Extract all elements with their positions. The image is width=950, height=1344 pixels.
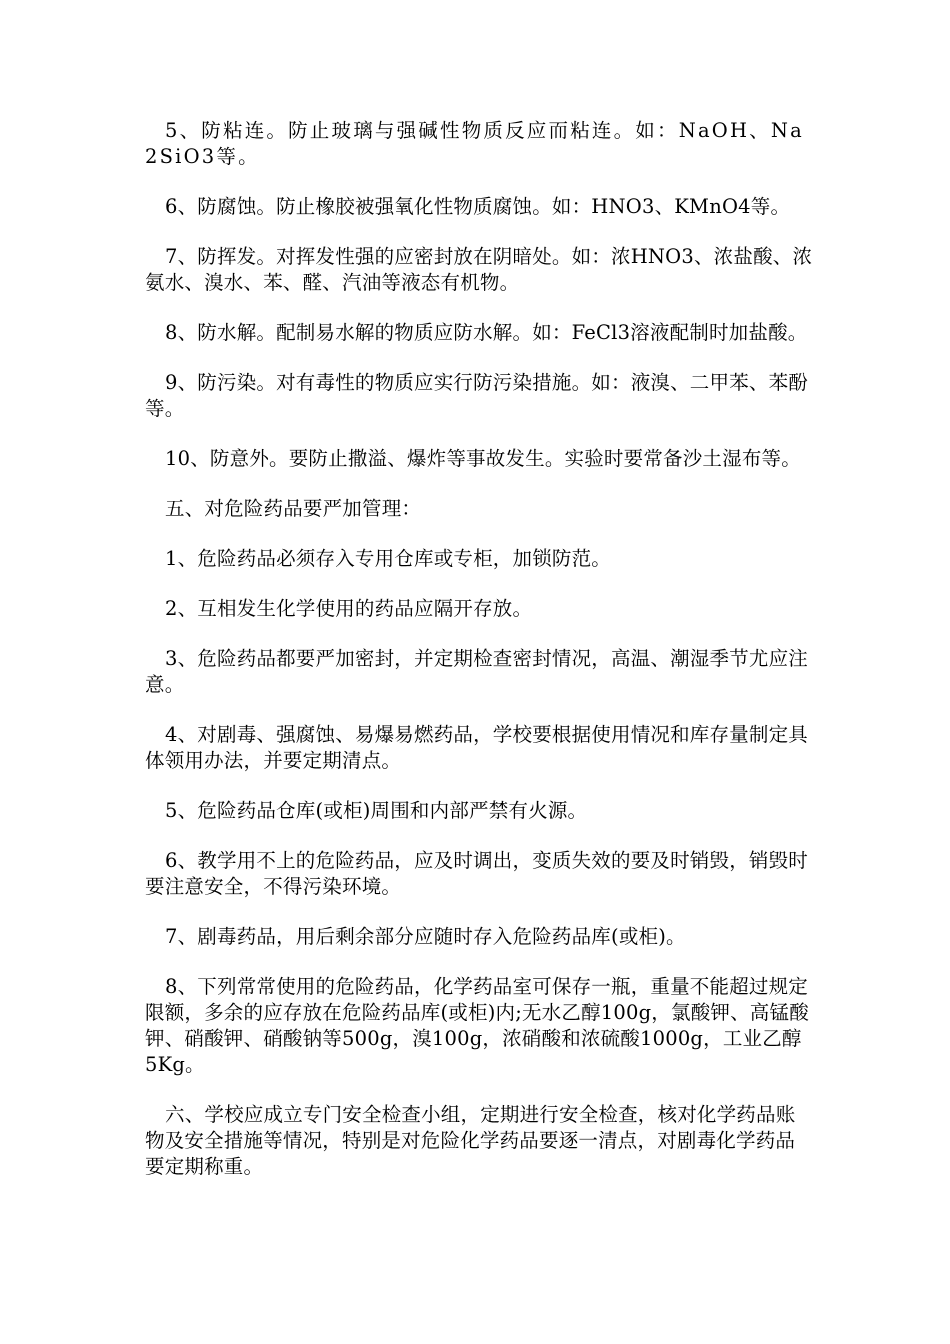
paragraph-9: 2、互相发生化学使用的药品应隔开存放。 [165,597,533,620]
paragraph-14: 7、剧毒药品，用后剩余部分应随时存入危险药品库(或柜)。 [165,925,686,948]
paragraph-13: 6、教学用不上的危险药品，应及时调出，变质失效的要及时销毁，销毁时要注意安全，不得污染环境。 [145,849,809,898]
section-heading-6: 六、学校应成立专门安全检查小组，定期进行安全检查，核对化学药品账物及安全措施等情况，特别是对危险化学药品要逐一清点，对剧毒化学药品要定期称重。 [145,1103,796,1178]
paragraph-11: 4、对剧毒、强腐蚀、易爆易燃药品，学校要根据使用情况和库存量制定具体领用办法，并要定期清点。 [145,723,809,772]
paragraph-4: 8、防水解。配制易水解的物质应防水解。如：FeCl3溶液配制时加盐酸。 [165,321,808,344]
paragraph-12: 5、危险药品仓库(或柜)周围和内部严禁有火源。 [165,799,588,822]
paragraph-10: 3、危险药品都要严加密封，并定期检查密封情况，高温、潮湿季节尤应注意。 [145,647,809,696]
document-page [145,118,813,1180]
paragraph-6: 10、防意外。要防止撒溢、爆炸等事故发生。实验时要常备沙土湿布等。 [165,447,801,470]
paragraph-5: 9、防污染。对有毒性的物质应实行防污染措施。如：液溴、二甲苯、苯酚等。 [145,371,809,420]
paragraph-2: 6、防腐蚀。防止橡胶被强氧化性物质腐蚀。如：HNO3、KMnO4等。 [165,195,791,218]
paragraph-1: 5、防粘连。防止玻璃与强碱性物质反应而粘连。如：NaOH、Na2SiO3等。 [145,119,804,168]
paragraph-3: 7、防挥发。对挥发性强的应密封放在阴暗处。如：浓HNO3、浓盐酸、浓氨水、溴水、苯、醛、汽油等液态有机物。 [145,245,813,294]
section-heading-5: 五、对危险药品要严加管理： [165,497,422,520]
paragraph-8: 1、危险药品必须存入专用仓库或专柜，加锁防范。 [165,547,612,570]
paragraph-15: 8、下列常常使用的危险药品，化学药品室可保存一瓶，重量不能超过规定限额，多余的应存放在危险药品库(或柜)内;无水乙醇100g，氯酸钾、高锰酸钾、硝酸钾、硝酸钠等500g，溴100g，浓硝酸和浓硫酸1000g，工业乙醇5Kg。 [145,975,809,1076]
